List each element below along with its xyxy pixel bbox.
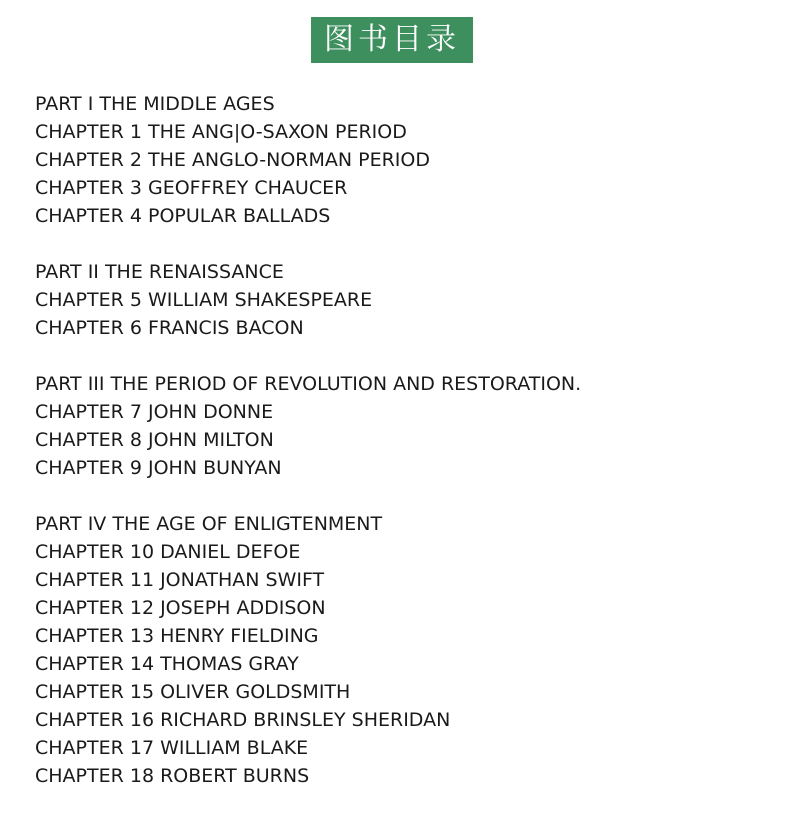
chapter-item: CHAPTER 2 THE ANGLO-NORMAN PERIOD — [35, 149, 430, 171]
chapter-item: CHAPTER 9 JOHN BUNYAN — [35, 457, 282, 479]
part-section-2 — [35, 258, 770, 342]
chapter-item: CHAPTER 10 DANIEL DEFOE — [35, 541, 301, 563]
chapter-item: CHAPTER 17 WILLIAM BLAKE — [35, 737, 309, 759]
chapter-item: CHAPTER 13 HENRY FIELDING — [35, 625, 319, 647]
part-heading: PART III THE PERIOD OF REVOLUTION AND RESTORATION. — [35, 373, 582, 395]
chapter-item: CHAPTER 5 WILLIAM SHAKESPEARE — [35, 289, 373, 311]
part-section-4 — [35, 510, 770, 790]
part-section-3 — [35, 370, 770, 482]
page-title: 图书目录 — [311, 17, 473, 63]
chapter-item: CHAPTER 3 GEOFFREY CHAUCER — [35, 177, 348, 199]
chapter-item: CHAPTER 6 FRANCIS BACON — [35, 317, 304, 339]
table-of-contents — [35, 90, 770, 818]
chapter-item: CHAPTER 14 THOMAS GRAY — [35, 653, 299, 675]
part-section-1 — [35, 90, 770, 230]
chapter-item: CHAPTER 11 JONATHAN SWIFT — [35, 569, 325, 591]
part-heading: PART II THE RENAISSANCE — [35, 261, 284, 283]
chapter-item: CHAPTER 4 POPULAR BALLADS — [35, 205, 331, 227]
chapter-item: CHAPTER 1 THE ANG|O-SAXON PERIOD — [35, 121, 407, 143]
part-heading: PART I THE MIDDLE AGES — [35, 93, 275, 115]
chapter-item: CHAPTER 12 JOSEPH ADDISON — [35, 597, 326, 619]
chapter-item: CHAPTER 8 JOHN MILTON — [35, 429, 274, 451]
chapter-item: CHAPTER 18 ROBERT BURNS — [35, 765, 310, 787]
chapter-item: CHAPTER 15 OLIVER GOLDSMITH — [35, 681, 351, 703]
chapter-item: CHAPTER 7 JOHN DONNE — [35, 401, 274, 423]
chapter-item: CHAPTER 16 RICHARD BRINSLEY SHERIDAN — [35, 709, 451, 731]
part-heading: PART IV THE AGE OF ENLIGTENMENT — [35, 513, 383, 535]
